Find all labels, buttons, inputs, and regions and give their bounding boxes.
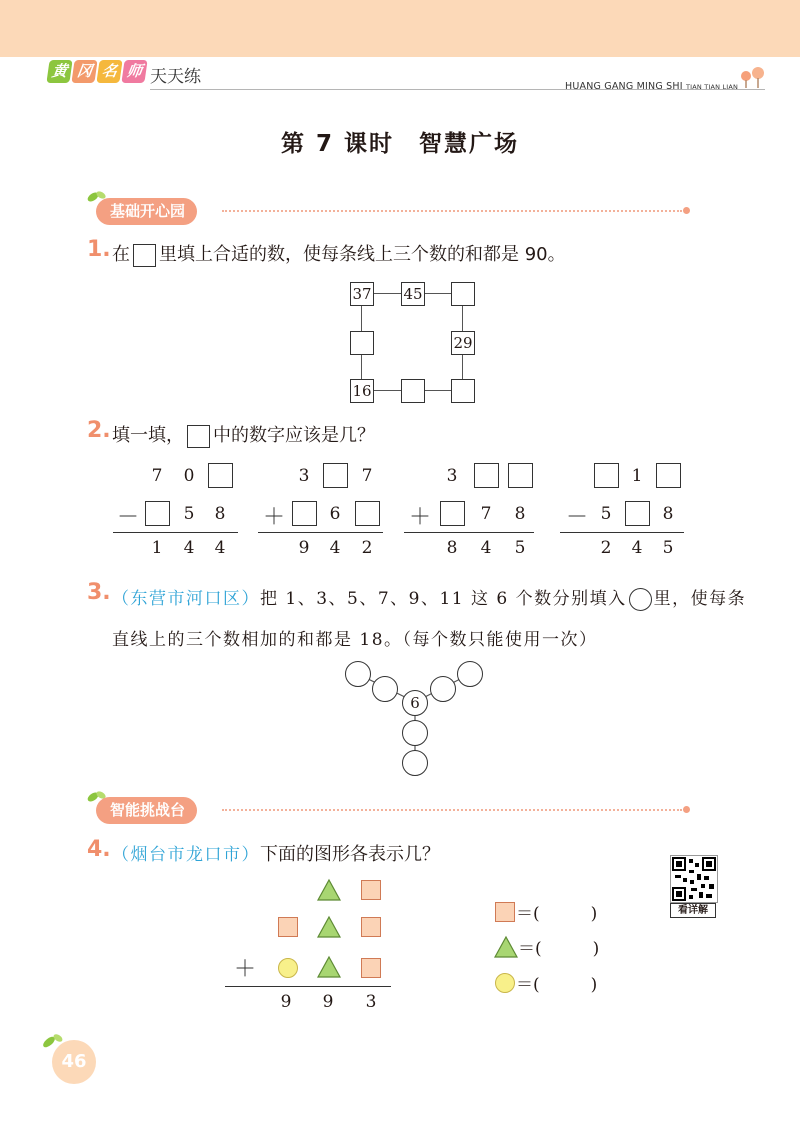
question-number: 4. bbox=[87, 837, 111, 862]
answer-box[interactable] bbox=[145, 501, 170, 526]
section-dot-end bbox=[683, 806, 690, 813]
digit: 5 bbox=[183, 504, 195, 524]
region-label: （烟台市龙口市） bbox=[112, 845, 260, 865]
digit: 3 bbox=[446, 466, 458, 486]
sum-line bbox=[258, 532, 383, 533]
digit: 3 bbox=[298, 466, 310, 486]
square-shape bbox=[361, 917, 381, 937]
answer-box[interactable] bbox=[208, 463, 233, 488]
blank-circle[interactable] bbox=[430, 676, 456, 702]
answer-box[interactable] bbox=[440, 501, 465, 526]
answer-square[interactable]: ＝( ) bbox=[516, 904, 598, 924]
digit: 7 bbox=[361, 466, 373, 486]
brand-char: 冈 bbox=[71, 60, 97, 83]
grid-cell-blank[interactable] bbox=[401, 379, 425, 403]
answer-box[interactable] bbox=[625, 501, 650, 526]
digit: 5 bbox=[600, 504, 612, 524]
brand-logo bbox=[48, 60, 146, 83]
blank-circle[interactable] bbox=[457, 661, 483, 687]
digit: 6 bbox=[329, 504, 341, 524]
digit: 8 bbox=[214, 504, 226, 524]
digit: 4 bbox=[329, 538, 341, 558]
grid-cell: 37 bbox=[350, 282, 374, 306]
sum-line bbox=[404, 532, 534, 533]
plus-sign: ＋ bbox=[263, 505, 286, 530]
digit: 3 bbox=[365, 992, 377, 1012]
digit: 5 bbox=[662, 538, 674, 558]
qr-label[interactable]: 看详解 bbox=[670, 903, 716, 918]
triangle-shape bbox=[316, 915, 342, 939]
grid-cell-blank[interactable] bbox=[451, 282, 475, 306]
brand-char: 师 bbox=[121, 60, 147, 83]
circle-shape bbox=[278, 958, 298, 978]
plus-sign: ＋ bbox=[234, 957, 257, 982]
section-challenge: 智能挑战台 bbox=[96, 797, 197, 824]
question-number: 1. bbox=[87, 237, 111, 262]
blank-box-icon bbox=[187, 425, 210, 448]
header-band bbox=[0, 0, 800, 57]
digit: 4 bbox=[631, 538, 643, 558]
sum-line bbox=[113, 532, 238, 533]
triangle-shape bbox=[316, 878, 342, 902]
pinyin-tag: HUANG GANG MING SHI TIAN TIAN LIAN bbox=[565, 81, 739, 92]
page-number: 46 bbox=[52, 1040, 96, 1084]
digit: 1 bbox=[631, 466, 643, 486]
sum-line bbox=[560, 532, 684, 533]
question-2-text: 填一填， 中的数字应该是几？ bbox=[112, 425, 375, 446]
digit: 4 bbox=[480, 538, 492, 558]
region-label: （东营市河口区） bbox=[112, 589, 260, 609]
lesson-title: 第 7 课时 智慧广场 bbox=[280, 131, 520, 157]
answer-triangle[interactable]: ＝( ) bbox=[518, 939, 600, 959]
blank-circle[interactable] bbox=[372, 676, 398, 702]
digit: 8 bbox=[514, 504, 526, 524]
square-shape bbox=[361, 958, 381, 978]
section-dot-end bbox=[683, 207, 690, 214]
digit: 8 bbox=[662, 504, 674, 524]
center-circle: 6 bbox=[402, 690, 428, 716]
minus-sign: － bbox=[566, 505, 589, 530]
question-3-line-2: 直线上的三个数相加的和都是 18。（每个数只能使用一次） bbox=[112, 630, 598, 650]
digit: 5 bbox=[514, 538, 526, 558]
answer-box[interactable] bbox=[474, 463, 499, 488]
digit: 7 bbox=[480, 504, 492, 524]
grid-cell: 16 bbox=[350, 379, 374, 403]
square-shape bbox=[361, 880, 381, 900]
series-name: 天天练 bbox=[150, 67, 201, 87]
digit: 1 bbox=[151, 538, 163, 558]
answer-box[interactable] bbox=[323, 463, 348, 488]
question-number: 3. bbox=[87, 580, 111, 605]
grid-cell: 29 bbox=[451, 331, 475, 355]
grid-cell-blank[interactable] bbox=[350, 331, 374, 355]
tree-icon bbox=[736, 66, 770, 90]
digit: 7 bbox=[151, 466, 163, 486]
answer-box[interactable] bbox=[292, 501, 317, 526]
plus-sign: ＋ bbox=[409, 505, 432, 530]
digit: 8 bbox=[446, 538, 458, 558]
answer-box[interactable] bbox=[656, 463, 681, 488]
question-4-text: （烟台市龙口市）下面的图形各表示几？ bbox=[112, 844, 440, 865]
minus-sign: － bbox=[117, 505, 140, 530]
digit: 4 bbox=[214, 538, 226, 558]
grid-cell-blank[interactable] bbox=[451, 379, 475, 403]
blank-circle[interactable] bbox=[402, 750, 428, 776]
digit: 2 bbox=[600, 538, 612, 558]
digit: 4 bbox=[183, 538, 195, 558]
grid-cell: 45 bbox=[401, 282, 425, 306]
brand-char: 黄 bbox=[46, 60, 72, 83]
digit: 2 bbox=[361, 538, 373, 558]
blank-circle-icon bbox=[629, 588, 652, 611]
answer-box[interactable] bbox=[594, 463, 619, 488]
section-dots bbox=[222, 809, 682, 811]
answer-circle[interactable]: ＝( ) bbox=[516, 975, 598, 995]
qr-code-icon[interactable] bbox=[670, 855, 718, 903]
section-basic: 基础开心园 bbox=[96, 198, 197, 225]
circle-shape bbox=[495, 973, 515, 993]
sum-line bbox=[225, 986, 391, 987]
square-shape bbox=[495, 902, 515, 922]
digit: 9 bbox=[322, 992, 334, 1012]
triangle-shape bbox=[316, 955, 342, 979]
answer-box[interactable] bbox=[355, 501, 380, 526]
digit: 0 bbox=[183, 466, 195, 486]
blank-circle[interactable] bbox=[402, 720, 428, 746]
brand-char: 名 bbox=[96, 60, 122, 83]
triangle-shape bbox=[493, 935, 519, 959]
question-number: 2. bbox=[87, 418, 111, 443]
digit: 9 bbox=[298, 538, 310, 558]
answer-box[interactable] bbox=[508, 463, 533, 488]
question-1-text: 在 里填上合适的数，使每条线上三个数的和都是 90。 bbox=[112, 244, 566, 265]
section-dots bbox=[222, 210, 682, 212]
square-shape bbox=[278, 917, 298, 937]
digit: 9 bbox=[280, 992, 292, 1012]
blank-circle[interactable] bbox=[345, 661, 371, 687]
question-3-line-1: （东营市河口区）把 1、3、5、7、9、11 这 6 个数分别填入 里，使每条 bbox=[112, 589, 747, 609]
blank-box-icon bbox=[133, 244, 156, 267]
